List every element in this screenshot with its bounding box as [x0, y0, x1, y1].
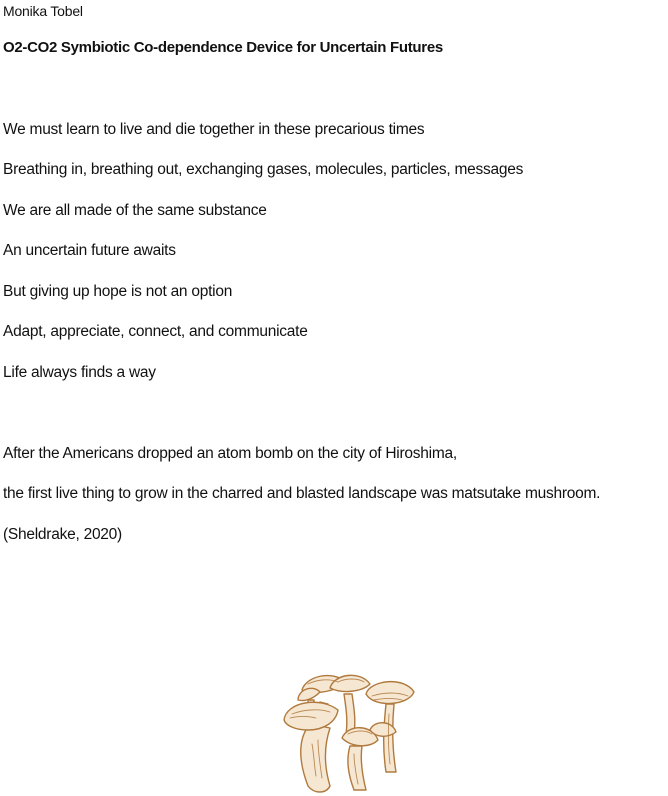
poem-line: We are all made of the same substance: [3, 202, 267, 219]
poem-line: We must learn to live and die together in these precarious times: [3, 121, 425, 138]
mushroom-icon: [268, 664, 428, 796]
poem-line: But giving up hope is not an option: [3, 283, 233, 300]
poem-line: Adapt, appreciate, connect, and communicate: [3, 323, 308, 340]
note-line: (Sheldrake, 2020): [3, 526, 122, 543]
poem-line: Life always finds a way: [3, 364, 156, 381]
note-line: the first live thing to grow in the charred and blasted landscape was matsutake mushroom.: [3, 485, 601, 502]
document-title: O2-CO2 Symbiotic Co-dependence Device for Uncertain Futures: [3, 39, 443, 56]
poem-line: Breathing in, breathing out, exchanging gases, molecules, particles, messages: [3, 161, 524, 178]
mushroom-cluster-illustration: [268, 664, 428, 796]
note-line: After the Americans dropped an atom bomb on the city of Hiroshima,: [3, 445, 457, 462]
poem-line: An uncertain future awaits: [3, 242, 176, 259]
author-name: Monika Tobel: [3, 3, 83, 19]
